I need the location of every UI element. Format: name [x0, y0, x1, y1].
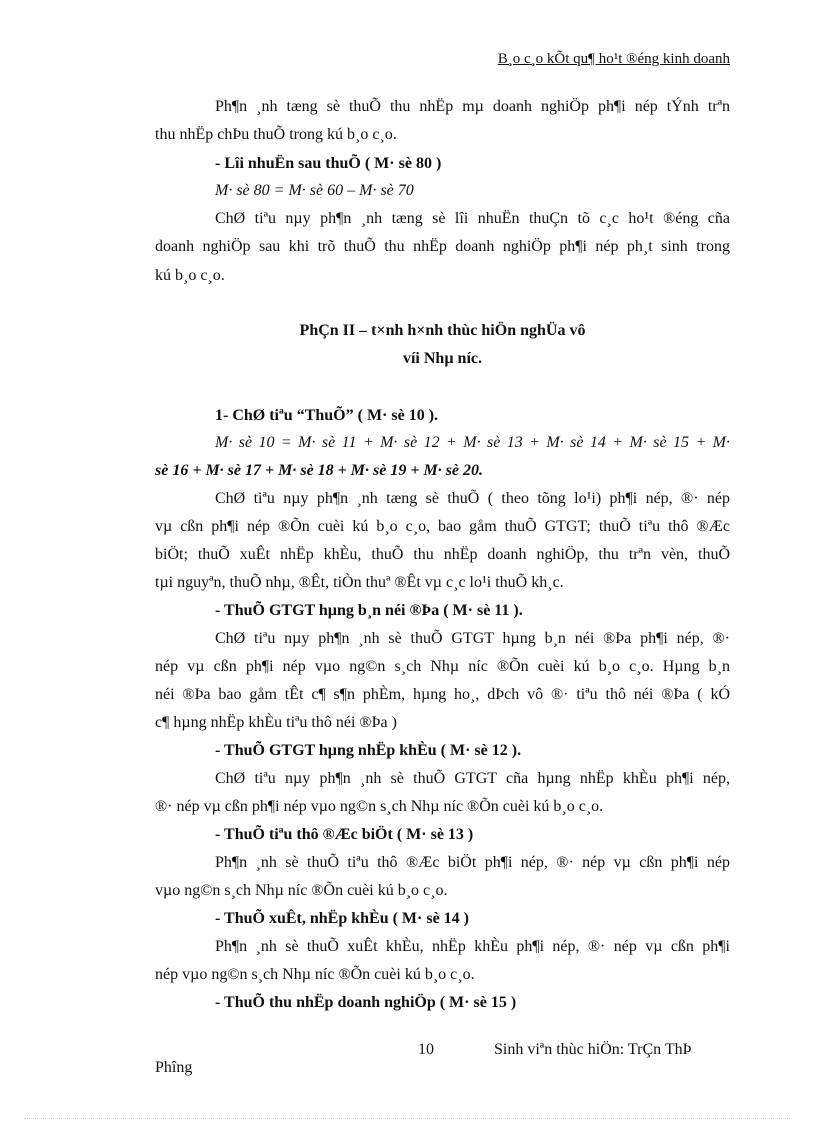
body-line: doanh nghiÖp sau khi trõ thuÕ thu nhËp doanh nghiÖp ph¶i nép ph¸t sinh trong: [155, 238, 730, 255]
body-line: Ph¶n ¸nh sè thuÕ xuÊt khÈu, nhËp khÈu ph¶i nép, ®· nép vµ cßn ph¶i: [215, 938, 730, 955]
body-line: tµi nguyªn, thuÕ nhµ, ®Êt, tiÒn thuª ®Êt vµ c¸c lo¹i thuÕ kh¸c.: [155, 574, 564, 591]
body-line: vµo ng©n s¸ch Nhµ níc ®Õn cuèi kú b¸o c¸o.: [155, 882, 448, 899]
body-line: néi ®Þa bao gåm tÊt c¶ s¶n phÈm, hµng ho¸, dÞch vô ®· tiªu thô néi ®Þa ( kÓ: [155, 686, 730, 703]
section-heading: - ThuÕ GTGT hµng b¸n néi ®Þa ( M· sè 11 ).: [215, 602, 523, 619]
running-header: B¸o c¸o kÕt qu¶ ho¹t ®éng kinh doanh: [497, 51, 730, 67]
body-line: nép vµ cßn ph¶i nép vµo ng©n s¸ch Nhµ níc ®Õn cuèi kú b¸o c¸o. Hµng b¸n: [155, 658, 730, 675]
footer-author-name: Phîng: [155, 1059, 193, 1076]
section-heading: - ThuÕ GTGT hµng nhËp khÈu ( M· sè 12 ).: [215, 742, 522, 759]
section-heading: 1- ChØ tiªu “ThuÕ” ( M· sè 10 ).: [215, 407, 439, 424]
section-heading: - Lîi nhuËn sau thuÕ ( M· sè 80 ): [215, 155, 442, 172]
body-line: ®· nép vµ cßn ph¶i nép vµo ng©n s¸ch Nhµ níc ®Õn cuèi kú b¸o c¸o.: [155, 798, 604, 815]
body-line: ChØ tiªu nµy ph¶n ¸nh sè thuÕ GTGT hµng b¸n néi ®Þa ph¶i nép, ®·: [215, 630, 730, 647]
section-heading: - ThuÕ thu nhËp doanh nghiÖp ( M· sè 15 ): [215, 994, 517, 1011]
body-line: vµ cßn ph¶i nép ®Õn cuèi kú b¸o c¸o, bao gåm thuÕ GTGT; thuÕ tiªu thô ®Æc: [155, 518, 730, 535]
formula-line: sè 16 + M· sè 17 + M· sè 18 + M· sè 19 + M· sè 20.: [155, 462, 484, 479]
body-line: Ph¶n ¸nh tæng sè thuÕ thu nhËp mµ doanh nghiÖp ph¶i nép tÝnh trªn: [215, 98, 730, 115]
section-heading: - ThuÕ tiªu thô ®Æc biÖt ( M· sè 13 ): [215, 826, 474, 843]
footer-author-label: Sinh viªn thùc hiÖn: TrÇn ThÞ: [494, 1041, 692, 1058]
page-number: 10: [418, 1041, 434, 1058]
section-heading: - ThuÕ xuÊt, nhËp khÈu ( M· sè 14 ): [215, 910, 470, 927]
body-line: nép vµo ng©n s¸ch Nhµ níc ®Õn cuèi kú b¸o c¸o.: [155, 966, 475, 983]
body-line: ChØ tiªu nµy ph¶n ¸nh tæng sè thuÕ ( theo tõng lo¹i) ph¶i nép, ®· nép: [215, 490, 730, 507]
page-bottom-divider: [24, 1118, 792, 1119]
body-line: kú b¸o c¸o.: [155, 267, 225, 284]
body-line: thu nhËp chÞu thuÕ trong kú b¸o c¸o.: [155, 126, 397, 143]
part-title: PhÇn II – t×nh h×nh thùc hiÖn nghÜa vô: [299, 322, 586, 339]
formula-line: M· sè 80 = M· sè 60 – M· sè 70: [215, 182, 414, 199]
part-title-continued: víi Nhµ níc.: [402, 350, 482, 367]
body-line: Ph¶n ¸nh sè thuÕ tiªu thô ®Æc biÖt ph¶i nép, ®· nép vµ cßn ph¶i nép: [215, 854, 730, 871]
body-line: c¶ hµng nhËp khÈu tiªu thô néi ®Þa ): [155, 714, 397, 731]
body-line: ChØ tiªu nµy ph¶n ¸nh tæng sè lîi nhuËn thuÇn tõ c¸c ho¹t ®éng cña: [215, 210, 730, 227]
body-line: biÖt; thuÕ xuÊt nhËp khÈu, thuÕ thu nhËp doanh nghiÖp, thu trªn vèn, thuÕ: [155, 546, 730, 563]
formula-line: M· sè 10 = M· sè 11 + M· sè 12 + M· sè 13 + M· sè 14 + M· sè 15 + M·: [215, 434, 730, 451]
body-line: ChØ tiªu nµy ph¶n ¸nh sè thuÕ GTGT cña hµng nhËp khÈu ph¶i nép,: [215, 770, 730, 787]
